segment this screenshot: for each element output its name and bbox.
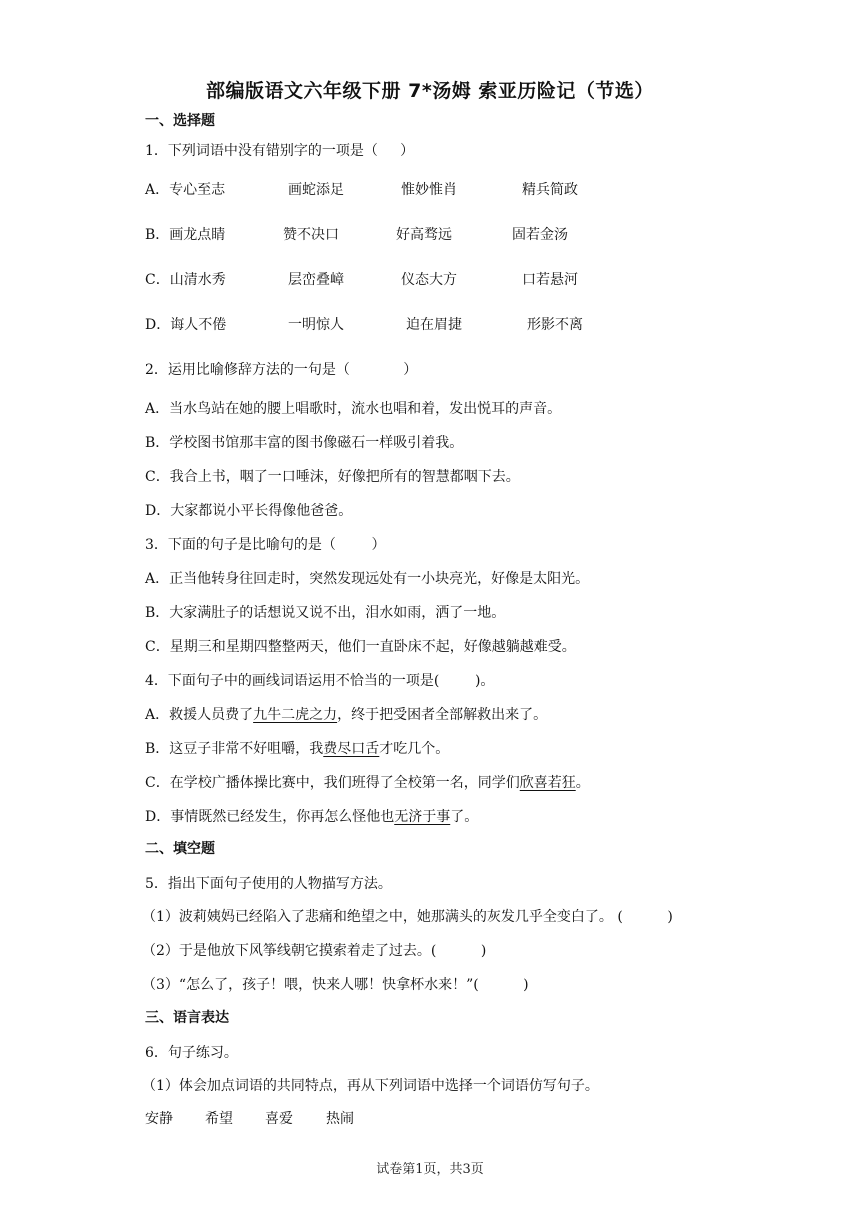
section-heading-choice: 一、选择题 [145,113,215,129]
page-title: 部编版语文六年级下册 7*汤姆 索亚历险记（节选） [206,80,654,102]
question-6-stem: 6．句子练习。 [145,1045,238,1061]
question-1-stem: 1．下列词语中没有错别字的一项是（ ） [145,143,415,159]
option-text: A．专心至志 [145,182,226,198]
option-suffix: 。 [575,775,590,791]
option-text: 好高骛远 [396,227,452,243]
question-2-option-b: B．学校图书馆那丰富的图书像磁石一样吸引着我。 [145,435,464,451]
question-4-option-a [145,706,547,724]
underlined-phrase: 九牛二虎之力 [253,707,338,723]
option-text: 口若悬河 [522,272,578,288]
underlined-phrase: 无济于事 [394,809,451,825]
option-prefix: C．在学校广播体操比赛中，我们班得了全校第一名，同学们 [145,775,520,791]
underlined-phrase: 费尽口舌 [323,741,380,757]
question-4-option-b [145,740,449,758]
word-item: 喜爱 [265,1111,293,1127]
option-text: C．山清水秀 [145,272,226,288]
section-heading-fill: 二、填空题 [145,841,215,857]
question-2-option-d: D．大家都说小平长得像他爸爸。 [145,503,353,519]
page-footer: 试卷第1页，共3页 [376,1162,484,1177]
option-prefix: B．这豆子非常不好咀嚼，我 [145,741,324,757]
option-text: 一明惊人 [288,317,344,333]
option-prefix: D．事情既然已经发生，你再怎么怪他也 [145,809,395,825]
question-2-stem: 2．运用比喻修辞方法的一句是（ ） [145,362,418,378]
option-text: 惟妙惟肖 [401,182,457,198]
option-prefix: A．救援人员费了 [145,707,254,723]
option-suffix: 了。 [450,809,479,825]
question-2-option-c: C．我合上书，咽了一口唾沫，好像把所有的智慧都咽下去。 [145,469,520,485]
question-4-option-c [145,774,590,792]
option-text: D．诲人不倦 [145,317,227,333]
word-item: 希望 [205,1111,233,1127]
option-text: 迫在眉捷 [406,317,462,333]
question-2-option-a: A．当水鸟站在她的腰上唱歌时，流水也唱和着，发出悦耳的声音。 [145,401,562,417]
question-3-stem: 3．下面的句子是比喻句的是（ ） [145,537,386,553]
option-text: 层峦叠嶂 [288,272,344,288]
question-4-stem: 4．下面句子中的画线词语运用不恰当的一项是( )。 [145,673,495,689]
underlined-phrase: 欣喜若狂 [519,775,576,791]
section-heading-expression: 三、语言表达 [145,1010,229,1026]
option-text: 仪态大方 [401,272,457,288]
option-suffix: 才吃几个。 [379,741,450,757]
option-text: B．画龙点睛 [145,227,226,243]
word-item: 安静 [145,1111,173,1127]
question-3-option-a: A．正当他转身往回走时，突然发现远处有一小块亮光，好像是太阳光。 [145,571,590,587]
question-3-option-c: C．星期三和星期四整整两天，他们一直卧床不起，好像越躺越难受。 [145,639,576,655]
question-5-item-1: （1）波莉姨妈已经陷入了悲痛和绝望之中，她那满头的灰发几乎全变白了。 ( ) [142,909,673,925]
option-text: 画蛇添足 [288,182,344,198]
question-5-item-2: （2）于是他放下风筝线朝它摸索着走了过去。( ) [142,943,487,959]
option-suffix: ，终于把受困者全部解救出来了。 [337,707,548,723]
option-text: 赞不决口 [283,227,339,243]
question-5-item-3: （3）“怎么了，孩子！喂，快来人哪！快拿杯水来！”( ) [142,977,529,993]
option-text: 固若金汤 [512,227,568,243]
question-4-option-d [145,808,478,826]
word-item: 热闹 [326,1111,354,1127]
question-6-sub-1: （1）体会加点词语的共同特点，再从下列词语中选择一个词语仿写句子。 [142,1078,599,1094]
question-5-stem: 5．指出下面句子使用的人物描写方法。 [145,876,392,892]
option-text: 形影不离 [527,317,583,333]
question-3-option-b: B．大家满肚子的话想说又说不出，泪水如雨，洒了一地。 [145,605,506,621]
option-text: 精兵简政 [522,182,578,198]
